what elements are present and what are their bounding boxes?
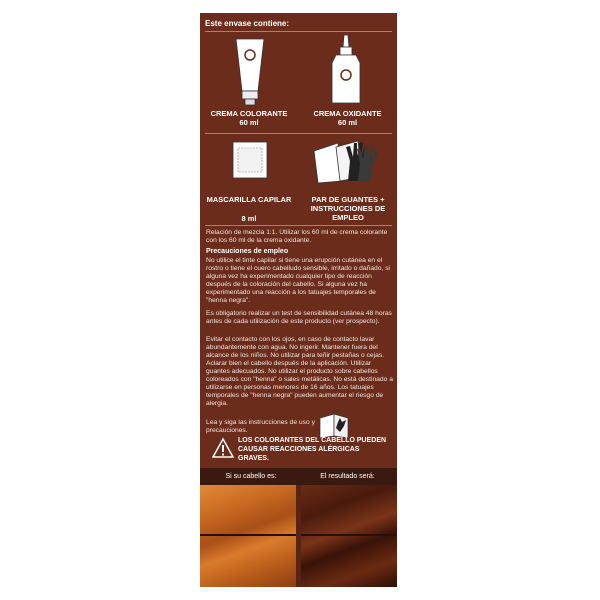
item-name: CREMA OXIDANTE — [313, 109, 382, 118]
divider — [205, 225, 392, 226]
item-qty: 8 ml — [241, 214, 257, 223]
divider — [205, 133, 392, 134]
package-panel — [200, 13, 397, 587]
hair-swatch-before — [200, 485, 296, 587]
gloves-instructions-icon — [312, 137, 382, 185]
before-label: Si su cabello es: — [225, 473, 277, 480]
mix-ratio-text: Relación de mezcla 1:1. Utilizar los 60 ml de crema colorante con los 60 ml de la crema oxidante. — [206, 229, 388, 244]
precautions-text-2: Es obligatorio realizar un test de sensibilidad cutánea 48 horas antes de cada utilización de este producto (ver prospecto). — [206, 310, 392, 325]
developer-bottle-icon — [328, 33, 364, 107]
hair-swatch-after — [301, 485, 397, 587]
item-qty: 60 ml — [337, 118, 358, 127]
precautions-title: Precauciones de empleo — [206, 248, 289, 255]
precautions-text-1: No utilice el tinte capilar si tiene una erupción cutánea en el rostro o tiene el cuero cabelludo sensible, irritado o dañado, si alguna vez ha experimentado cualquier tipo de reacción después de la coloración del cabello. Si alguna vez ha experimentado una reacción a los tatuajes temporales de "henna negra". — [206, 257, 391, 304]
mask-sachet-icon — [230, 139, 270, 181]
precautions-text-3: Evitar el contacto con los ojos, en caso de contacto lavar abundantemente con agua. No ingerir. Mantener fuera del alcance de los niños. No utilizar para teñir pestañas o cejas. Aclarar bien el cabello después de la aplicación. Utilizar guantes adecuados. No utilizar el producto sobre cabellos coloreados con "henna" o sales metálicas. No está destinado a utilizarse en personas menores de 16 años. Los tatuajes temporales de "henna negra" pueden aumentar el riesgo de alergia. — [206, 336, 393, 407]
item-name: CREMA COLORANTE — [210, 109, 288, 118]
item-name: MASCARILLA CAPILAR — [206, 195, 292, 204]
swatch-column-divider — [296, 485, 301, 587]
read-instructions-text: Lea y siga las instrucciones de uso y precauciones. — [206, 419, 315, 434]
divider — [205, 31, 392, 32]
cream-tube-icon — [232, 35, 268, 107]
allergy-warning-text: LOS COLORANTES DEL CABELLO PUEDEN CAUSAR REACCIONES ALÉRGICAS GRAVES. — [238, 437, 387, 462]
item-qty: 60 ml — [239, 118, 259, 127]
warning-triangle-icon — [212, 437, 234, 459]
contents-title: Este envase contiene: — [205, 19, 290, 28]
item-name: PAR DE GUANTES + INSTRUCCIONES DE EMPLEO — [310, 195, 386, 222]
after-label: El resultado será: — [320, 473, 375, 480]
